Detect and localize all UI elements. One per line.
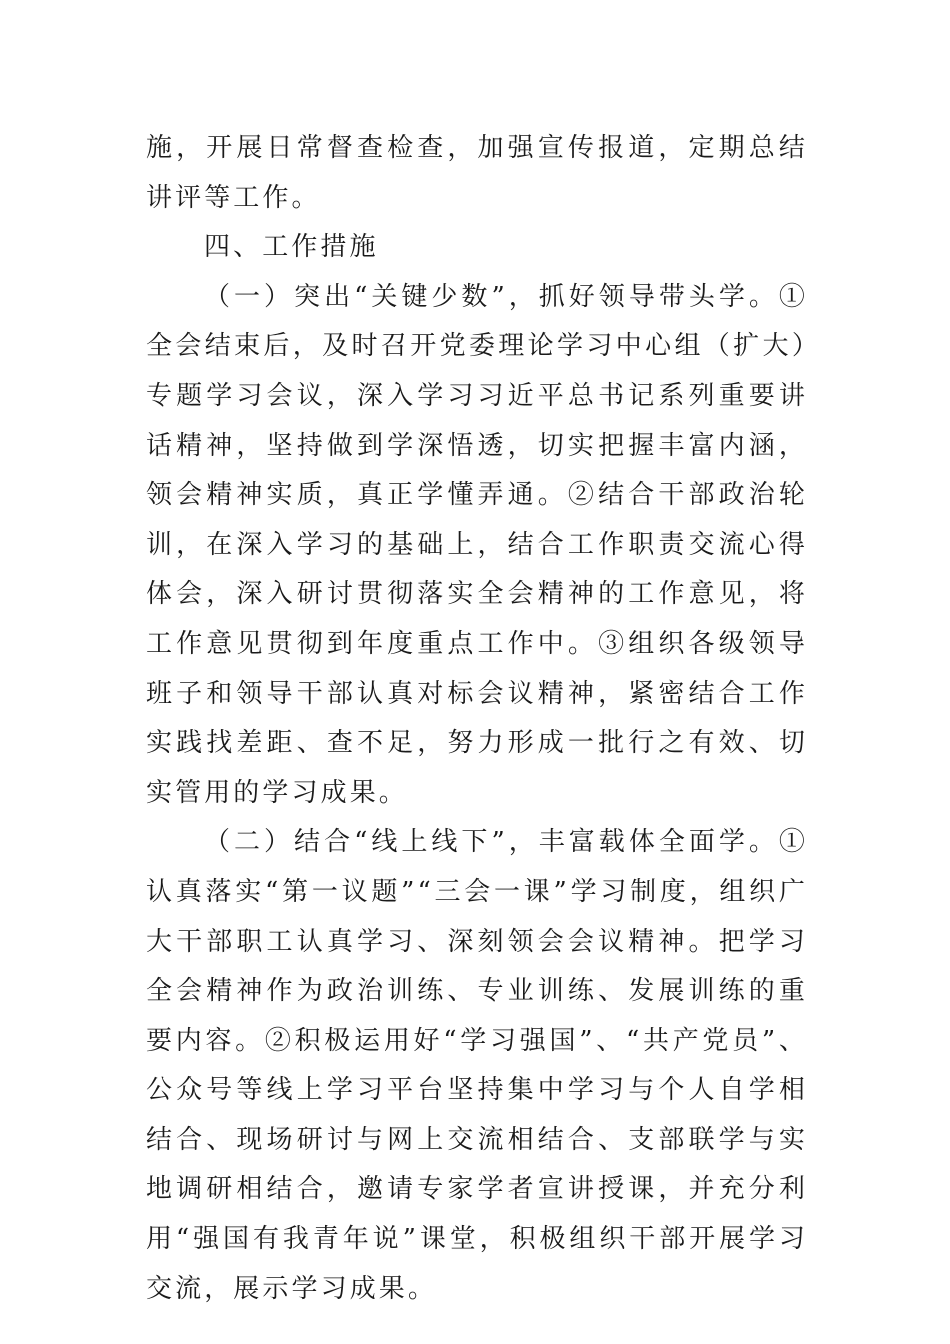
section-heading: 四、工作措施 (204, 232, 379, 263)
document-body (146, 124, 808, 1314)
paragraph-measure-two: （二）结合“线上线下”，丰富载体全面学。①认真落实“第一议题”“三会一课”学习制度，组织广大干部职工认真学习、深刻领会会议精神。把学习全会精神作为政治训练、专业训练、发展训练的重要内容。②积极运用好“学习强国”、“共产党员”、公众号等线上学习平台坚持集中学习与个人自学相结合、现场研讨与网上交流相结合、支部联学与实地调研相结合，邀请专家学者宣讲授课，并充分利用“强国有我青年说”课堂，积极组织干部开展学习交流，展示学习成果。 (146, 827, 808, 1304)
paragraph-continuation: 施，开展日常督查检查，加强宣传报道，定期总结讲评等工作。 (146, 133, 808, 213)
paragraph-measure-one: （一）突出“关键少数”，抓好领导带头学。①全会结束后，及时召开党委理论学习中心组（扩大）专题学习会议，深入学习习近平总书记系列重要讲话精神，坚持做到学深悟透，切实把握丰富内涵，领会精神实质，真正学懂弄通。②结合干部政治轮训，在深入学习的基础上，结合工作职责交流心得体会，深入研讨贯彻落实全会精神的工作意见，将工作意见贯彻到年度重点工作中。③组织各级领导班子和领导干部认真对标会议精神，紧密结合工作实践找差距、查不足，努力形成一批行之有效、切实管用的学习成果。 (146, 281, 808, 808)
